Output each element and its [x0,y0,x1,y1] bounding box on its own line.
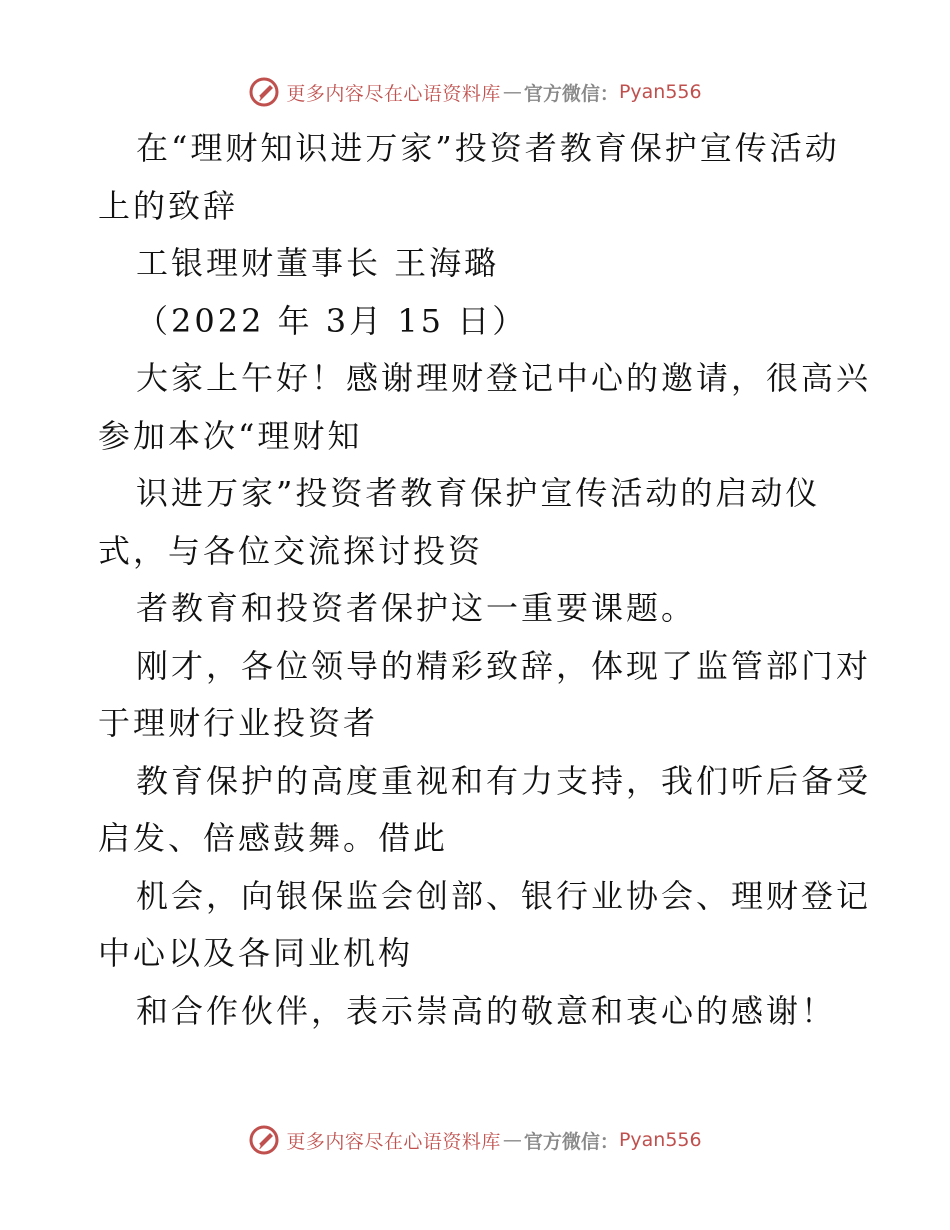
seal-logo-icon [248,1124,280,1156]
document-author: 工银理财董事长 王海璐 [136,244,500,282]
watermark-separator: — [502,81,522,103]
paragraph-line: 启发、倍感鼓舞。借此 [98,819,449,857]
paragraph-line: 者教育和投资者保护这一重要课题。 [136,589,697,627]
watermark-wechat-label: 官方微信： [523,82,619,105]
watermark-text: 更多内容尽在心语资料库 [286,1130,501,1153]
paragraph-line: 教育保护的高度重视和有力支持，我们听后备受 [136,761,872,800]
watermark-wechat-label: 官方微信： [523,1130,619,1153]
seal-logo-icon [248,76,280,108]
document-title-continued: 上的致辞 [98,186,239,225]
document-body [98,120,872,1040]
paragraph-line: 中心以及各同业机构 [98,934,414,972]
paragraph-line: 于理财行业投资者 [98,704,379,742]
paragraph-line: 识进万家”投资者教育保护宣传活动的启动仪 [136,474,821,512]
footer-watermark [0,1120,950,1160]
paragraph-line: 和合作伙伴，表示崇高的敬意和衷心的感谢！ [136,991,837,1030]
paragraph-line: 大家上午好！感谢理财登记中心的邀请，很高兴 [136,359,872,397]
watermark-separator: — [502,1129,522,1151]
paragraph-line: 式，与各位交流探讨投资 [98,531,484,570]
document-title: 在“理财知识进万家”投资者教育保护宣传活动 [136,129,840,167]
watermark-wechat-id: Pyan556 [618,1129,702,1151]
watermark-wechat-id: Pyan556 [618,81,702,103]
paragraph-line: 参加本次“理财知 [98,416,363,455]
header-watermark [0,72,950,112]
paragraph-line: 刚才，各位领导的精彩致辞，体现了监管部门对 [136,646,872,685]
paragraph-line: 机会，向银保监会创部、银行业协会、理财登记 [136,876,872,915]
watermark-text: 更多内容尽在心语资料库 [286,82,501,105]
document-date: （2022 年 3月 15 日） [136,301,528,340]
